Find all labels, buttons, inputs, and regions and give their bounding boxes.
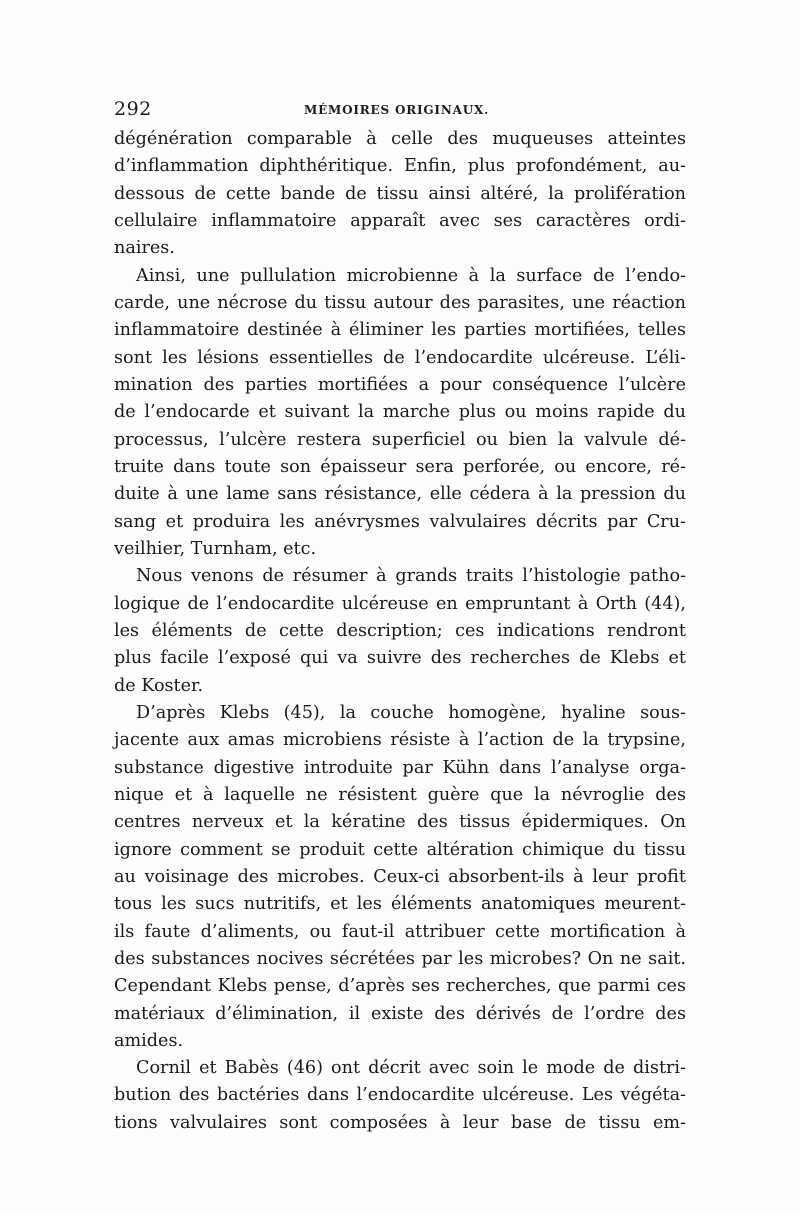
text-line: bution des bactéries dans l’endocardite ulcéreuse. Les végéta- — [114, 1085, 686, 1106]
text-line: au voisinage des microbes. Ceux-ci absorbent-ils à leur profit — [114, 866, 686, 887]
text-line: dessous de cette bande de tissu ainsi altéré, la prolifération — [114, 183, 686, 204]
text-line: D’après Klebs (45), la couche homogène, hyaline sous- — [136, 702, 686, 723]
paragraph-5 — [114, 1055, 686, 1137]
text-line: de l’endocarde et suivant la marche plus ou moins rapide du — [114, 402, 686, 423]
text-line: duite à une lame sans résistance, elle cédera à la pression du — [114, 484, 686, 505]
text-line: sont les lésions essentielles de l’endocardite ulcéreuse. L’éli- — [114, 347, 686, 368]
text-line: d’inflammation diphthéritique. Enfin, plus profondément, au- — [114, 156, 686, 177]
text-line: tions valvulaires sont composées à leur base de tissu em- — [114, 1112, 686, 1133]
text-line: substance digestive introduite par Kühn dans l’analyse orga- — [114, 757, 686, 778]
text-line: dégénération comparable à celle des muqueuses atteintes — [114, 129, 686, 149]
text-line: des substances nocives sécrétées par les microbes? On ne sait. — [114, 948, 686, 969]
paragraph-4 — [114, 700, 686, 1055]
text-line: Cornil et Babès (46) ont décrit avec soin le mode de distri- — [136, 1058, 686, 1079]
text-line: naires. — [114, 238, 175, 259]
paragraph-1 — [114, 126, 686, 263]
text-line: mination des parties mortifiées a pour conséquence l’ulcère — [114, 374, 686, 395]
page-number: 292 — [114, 98, 152, 120]
text-line: tous les sucs nutritifs, et les éléments anatomiques meurent- — [114, 894, 686, 915]
text-line: ils faute d’aliments, ou faut-il attribuer cette mortification à — [114, 921, 686, 942]
text-line: sang et produira les anévrysmes valvulaires décrits par Cru- — [114, 511, 686, 532]
text-line: matériaux d’élimination, il existe des dérivés de l’ordre des — [114, 1003, 686, 1024]
text-line: Nous venons de résumer à grands traits l’histologie patho- — [136, 566, 686, 587]
page-header — [114, 98, 684, 126]
text-line: Cependant Klebs pense, d’après ses recherches, que parmi ces — [114, 976, 686, 997]
text-line: processus, l’ulcère restera superficiel ou bien la valvule dé- — [114, 429, 686, 450]
text-line: ignore comment se produit cette altération chimique du tissu — [114, 839, 686, 860]
text-line: plus facile l’exposé qui va suivre des recherches de Klebs et — [114, 648, 686, 669]
text-line: centres nerveux et la kératine des tissus épidermiques. On — [114, 812, 686, 833]
text-line: carde, une nécrose du tissu autour des parasites, une réaction — [114, 292, 686, 313]
text-line: cellulaire inflammatoire apparaît avec ses caractères ordi- — [114, 210, 686, 231]
text-line: nique et à laquelle ne résistent guère que la névroglie des — [114, 784, 686, 805]
text-line: inflammatoire destinée à éliminer les parties mortifiées, telles — [114, 320, 686, 341]
text-line: Ainsi, une pullulation microbienne à la surface de l’endo- — [136, 265, 686, 286]
text-line: logique de l’endocardite ulcéreuse en empruntant à Orth (44), — [114, 593, 686, 614]
paragraph-2 — [114, 263, 686, 564]
text-line: veilhier, Turnham, etc. — [114, 538, 317, 559]
text-line: jacente aux amas microbiens résiste à l’action de la trypsine, — [114, 730, 686, 751]
text-line: truite dans toute son épaisseur sera perforée, ou encore, ré- — [114, 456, 686, 477]
text-line: les éléments de cette description; ces indications rendront — [114, 620, 686, 641]
running-title: MÉMOIRES ORIGINAUX. — [304, 103, 490, 117]
text-line: amides. — [114, 1030, 184, 1051]
text-line: de Koster. — [114, 675, 204, 696]
body-text — [114, 126, 686, 1137]
paragraph-3 — [114, 563, 686, 700]
